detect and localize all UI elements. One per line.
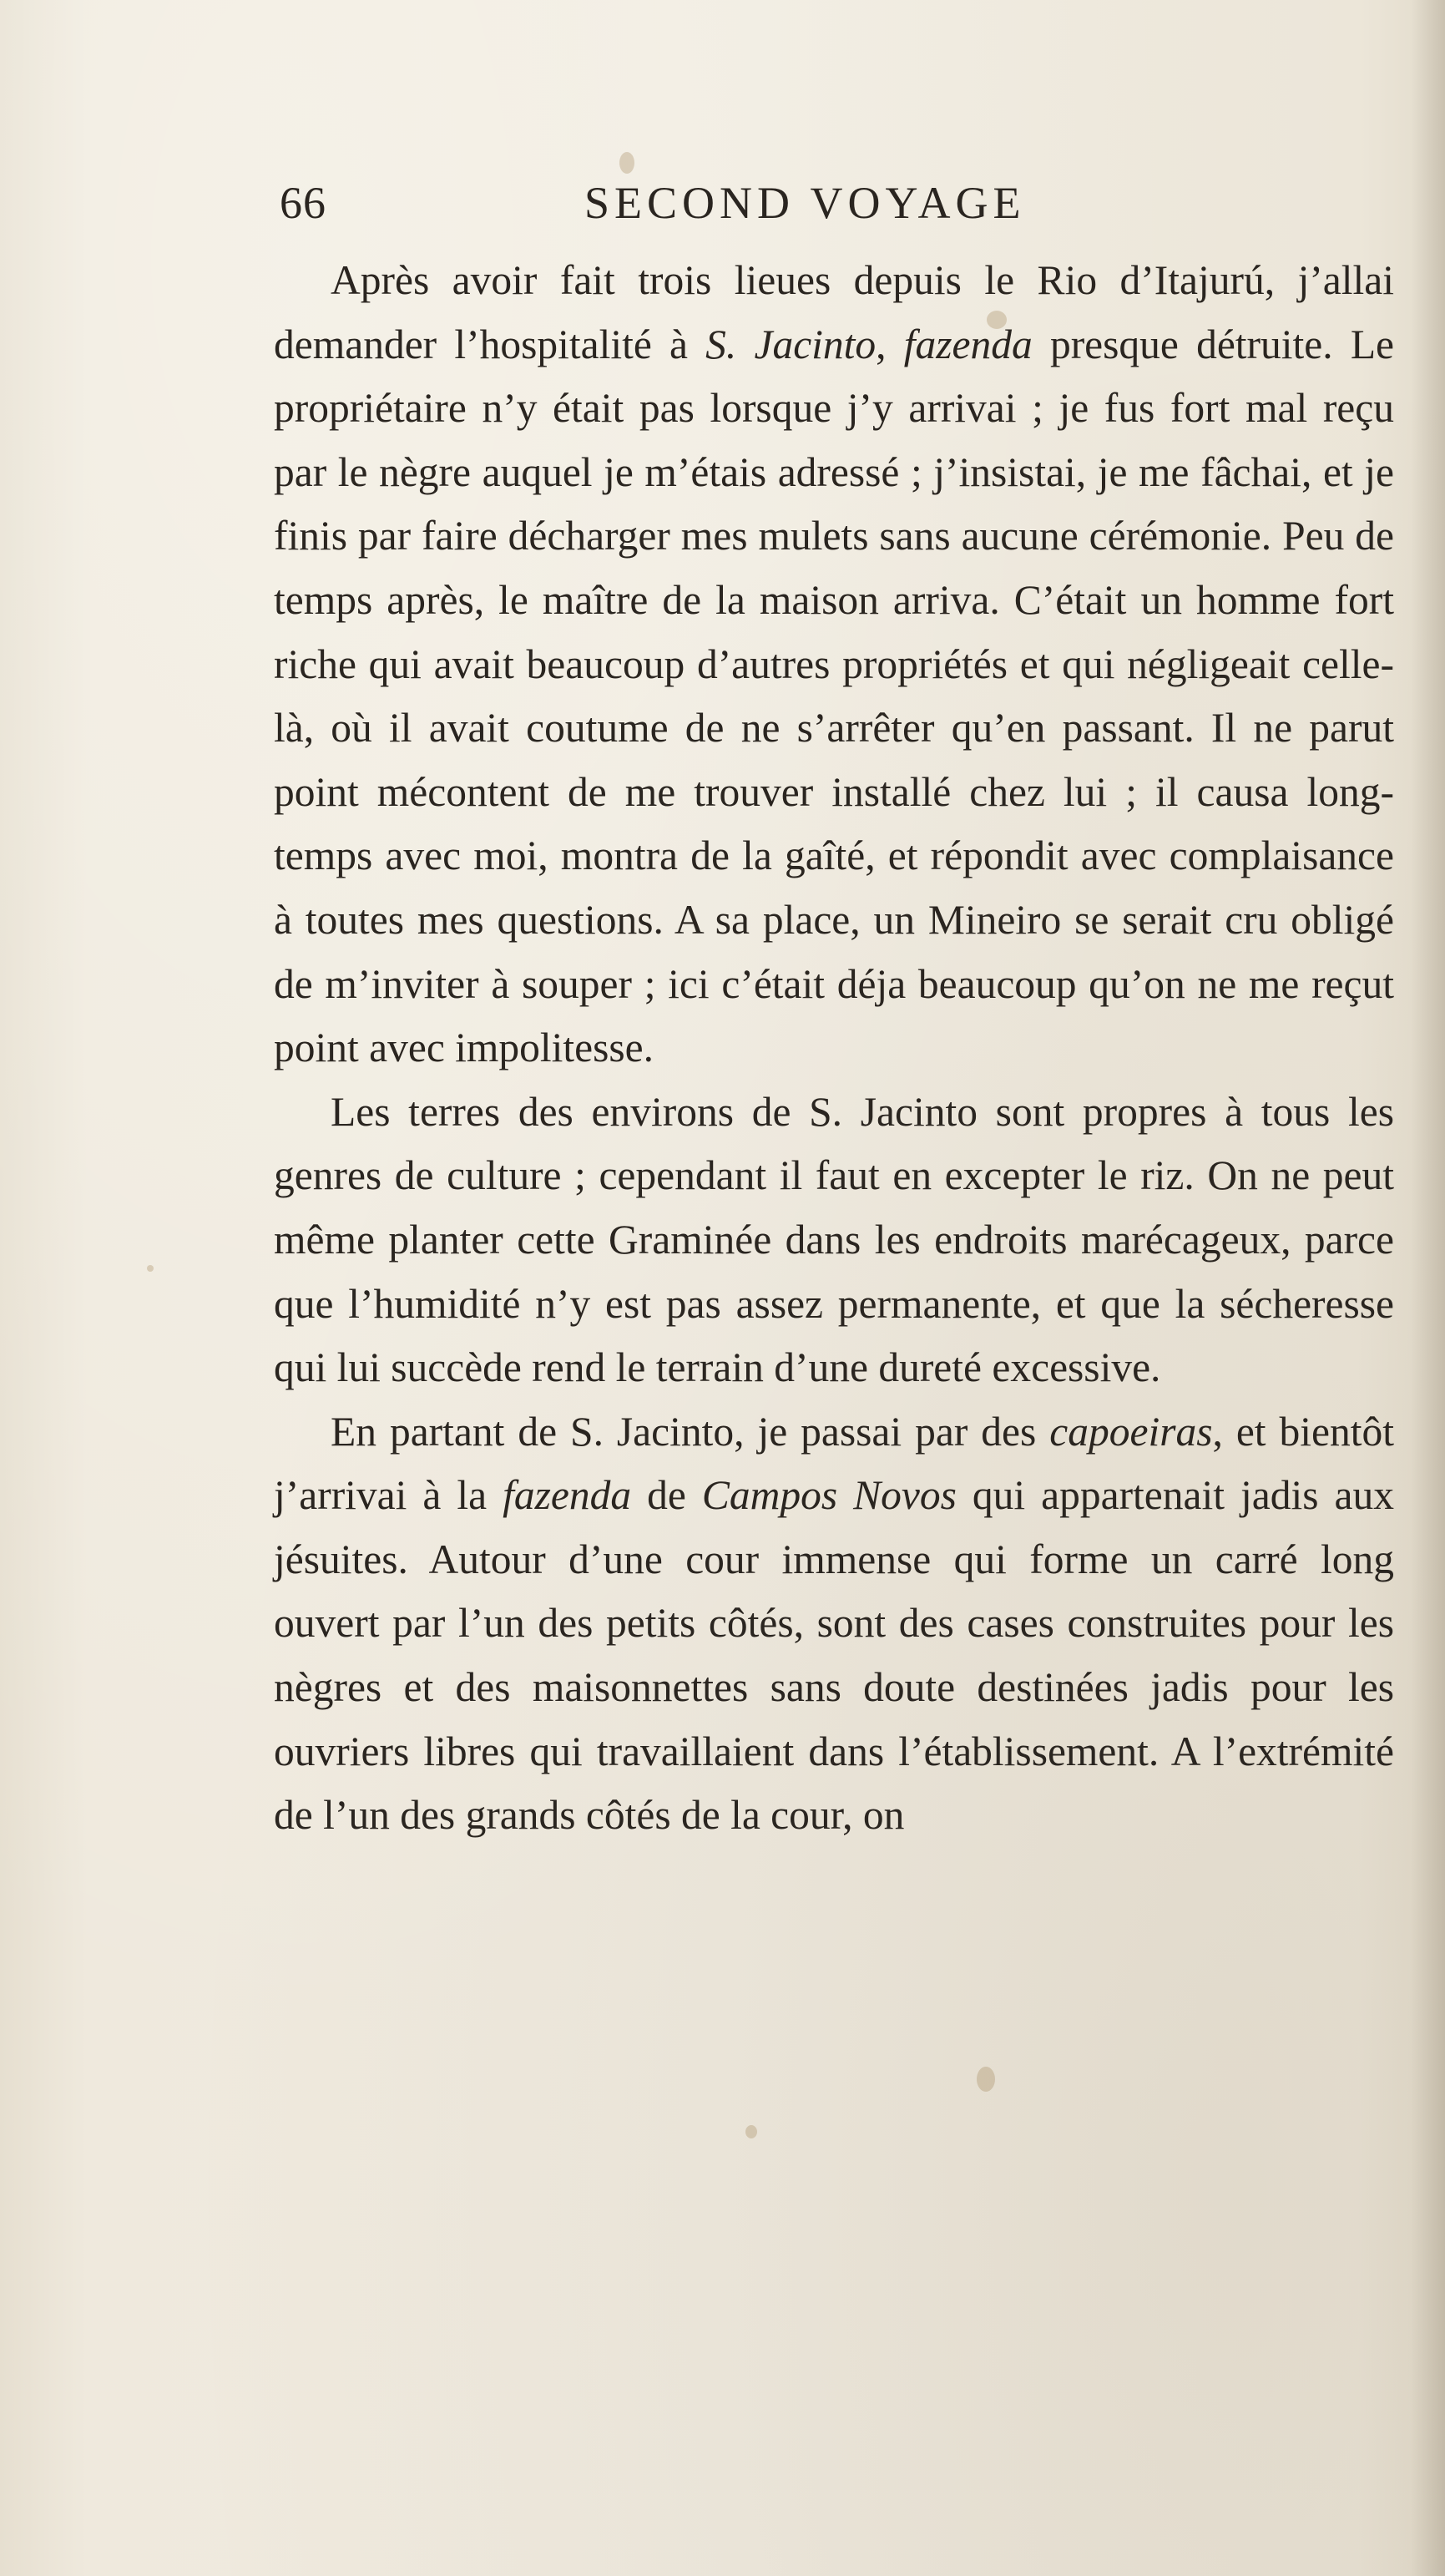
italic-term: capoeiras bbox=[1049, 1408, 1213, 1455]
italic-term: fazenda bbox=[903, 321, 1033, 367]
paragraph bbox=[274, 1081, 1394, 1400]
page-number: 66 bbox=[280, 178, 326, 228]
text-run: presque détruite. Le propriétaire n’y était pas lorsque j’y arrivai ; je fus fort mal reçu par le nègre auquel je m’étais adressé ; j’insistai, je me fâchai, et je finis par faire décharger mes mulets sans aucune cérémonie. Peu de temps après, le maître de la maison arriva. C’était un homme fort riche qui avait beaucoup d’autres propriétés et qui négligeait celle-là, où il avait coutume de ne s’arrêter qu’en passant. Il ne parut point mécontent de me trouver installé chez lui ; il causa long-temps avec moi, montra de la gaîté, et répondit avec complaisance à toutes mes questions. A sa place, un Mineiro se serait cru obligé de m’inviter à souper ; ici c’était déja beaucoup qu’on ne me reçut point avec impolitesse. bbox=[274, 321, 1395, 1071]
page-edge-shadow bbox=[1411, 0, 1445, 2576]
running-header bbox=[280, 177, 1114, 235]
foxing-spot bbox=[745, 2125, 757, 2138]
body-text bbox=[274, 249, 1394, 1848]
italic-term: Campos Novos bbox=[701, 1472, 957, 1519]
foxing-spot bbox=[147, 1265, 154, 1272]
running-title: SECOND VOYAGE bbox=[584, 178, 1026, 228]
text-run: , et bientôt j’arrivai à la bbox=[274, 1408, 1395, 1519]
paragraph bbox=[274, 249, 1394, 1081]
paragraph bbox=[274, 1400, 1394, 1848]
foxing-spot bbox=[619, 152, 634, 174]
italic-term: fazenda bbox=[503, 1472, 632, 1519]
italic-term: S. Jacinto bbox=[705, 321, 877, 367]
text-run: de bbox=[631, 1472, 702, 1519]
text-run: Après avoir fait trois lieues depuis le Rio d’Itajurú, j’allai demander l’hospitalité à bbox=[274, 257, 1394, 367]
text-run: , bbox=[876, 321, 904, 367]
text-run: qui appartenait jadis aux jésuites. Autour d’une cour immense qui forme un carré long ouvert par l’un des petits côtés, sont des cases construites pour les nègres et des maisonnettes sans doute destinées jadis pour les ouvriers libres qui travaillaient dans l’établissement. A l’extrémité de l’un des grands côtés de la cour, on bbox=[274, 1472, 1394, 1839]
text-run: Les terres des environs de S. Jacinto sont propres à tous les genres de culture ; cependant il faut en excepter le riz. On ne peut même planter cette Graminée dans les endroits marécageux, parce que l’humidité n’y est pas assez permanente, et que la sécheresse qui lui succède rend le terrain d’une dureté excessive. bbox=[274, 1088, 1394, 1391]
foxing-spot bbox=[977, 2067, 995, 2092]
text-run: En partant de S. Jacinto, je passai par des bbox=[331, 1408, 1050, 1455]
